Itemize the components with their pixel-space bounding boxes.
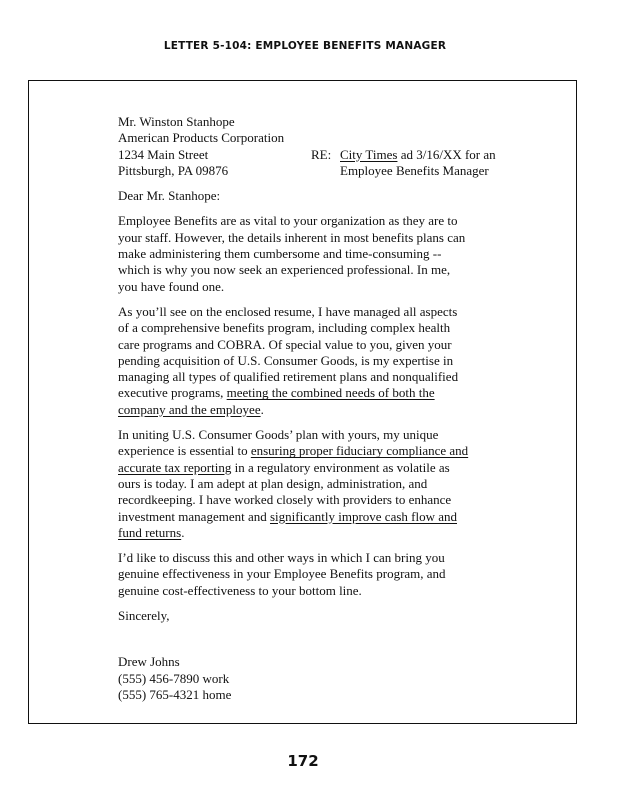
paragraph-3-line bbox=[118, 525, 498, 541]
recipient-address bbox=[118, 114, 498, 179]
closing: Sincerely, bbox=[118, 608, 170, 624]
paragraph-4-line: I’d like to discuss this and other ways in which I can bring you bbox=[118, 550, 445, 566]
recipient-company: American Products Corporation bbox=[118, 130, 285, 146]
p3-emphasis-text: fund returns bbox=[118, 524, 182, 540]
paragraph-1-line: which is why you now seek an experienced professional. In me, bbox=[118, 262, 451, 278]
p3-line-6-plain: investment management and bbox=[118, 508, 270, 524]
paragraph-3-line: ours is today. I am adept at plan design, administration, and bbox=[118, 475, 428, 491]
paragraph-3-line bbox=[118, 460, 498, 476]
p3-line-2-plain: experience is essential to bbox=[118, 443, 251, 459]
recipient-name: Mr. Winston Stanhope bbox=[118, 114, 235, 129]
paragraph-2-line: pending acquisition of U.S. Consumer Goods, is my expertise in bbox=[118, 352, 454, 368]
paragraph-2-line: care programs and COBRA. Of special value to you, given your bbox=[118, 336, 452, 352]
re-line-1-rest: ad 3/16/XX for an bbox=[397, 146, 496, 162]
paragraph-1-line: Employee Benefits are as vital to your organization as they are to bbox=[118, 213, 458, 229]
paragraph-4-line: genuine cost-effectiveness to your bottom line. bbox=[118, 582, 362, 598]
p3-emphasis-text: ensuring proper fiduciary compliance and bbox=[250, 443, 469, 459]
signature-phone-home: (555) 765-4321 home bbox=[118, 686, 232, 702]
re-label: RE: bbox=[311, 146, 332, 162]
paragraph-3-line bbox=[118, 509, 498, 525]
p2-line-7-end: . bbox=[260, 401, 264, 417]
recipient-city: Pittsburgh, PA 09876 bbox=[118, 162, 229, 178]
page-number: 172 bbox=[287, 752, 319, 770]
paragraph-4-line: genuine effectiveness in your Employee Benefits program, and bbox=[118, 566, 446, 582]
letter-body bbox=[118, 114, 498, 703]
paragraph-2-line bbox=[118, 402, 498, 418]
address-row-street bbox=[118, 147, 498, 163]
p3-emphasis-text: accurate tax reporting bbox=[118, 459, 232, 475]
p3-line-3-plain: in a regulatory environment as volatile as bbox=[231, 459, 450, 475]
paragraph-4 bbox=[118, 550, 498, 599]
p2-line-6-plain: executive programs, bbox=[118, 385, 227, 401]
paragraph-2-line: managing all types of qualified retirement plans and nonqualified bbox=[118, 369, 459, 385]
paragraph-2-line: of a comprehensive benefits program, including complex health bbox=[118, 320, 451, 336]
paragraph-3-line: recordkeeping. I have worked closely with providers to enhance bbox=[118, 492, 452, 508]
paragraph-1-line: your staff. However, the details inherent in most benefits plans can bbox=[118, 229, 466, 245]
re-line-2: Employee Benefits Manager bbox=[340, 162, 489, 178]
signature-phone-work: (555) 456-7890 work bbox=[118, 670, 230, 686]
re-label-spacer bbox=[311, 163, 340, 179]
signature-name: Drew Johns bbox=[118, 654, 180, 670]
paragraph-2-line: As you’ll see on the enclosed resume, I have managed all aspects bbox=[118, 303, 458, 319]
paragraph-1-line: make administering them cumbersome and time-consuming -- bbox=[118, 246, 442, 262]
p3-emphasis-text: significantly improve cash flow and bbox=[269, 508, 457, 524]
p2-emphasis-text: company and the employee bbox=[118, 401, 261, 417]
paragraph-1 bbox=[118, 213, 498, 294]
paragraph-1-line: you have found one. bbox=[118, 278, 225, 294]
re-publication: City Times bbox=[340, 146, 398, 162]
paragraph-3-line: In uniting U.S. Consumer Goods’ plan with yours, my unique bbox=[118, 427, 439, 443]
recipient-street: 1234 Main Street bbox=[118, 146, 209, 162]
re-line-1 bbox=[340, 147, 496, 163]
paragraph-2 bbox=[118, 304, 498, 418]
p2-emphasis-text: meeting the combined needs of both the bbox=[226, 385, 435, 401]
paragraph-3-line bbox=[118, 443, 498, 459]
address-row-city bbox=[118, 163, 498, 179]
paragraph-3 bbox=[118, 427, 498, 541]
page-header-title: LETTER 5-104: EMPLOYEE BENEFITS MANAGER bbox=[163, 40, 447, 52]
p3-line-7-end: . bbox=[181, 524, 185, 540]
salutation: Dear Mr. Stanhope: bbox=[118, 188, 221, 204]
signature-block bbox=[118, 654, 498, 703]
paragraph-2-line bbox=[118, 385, 498, 401]
